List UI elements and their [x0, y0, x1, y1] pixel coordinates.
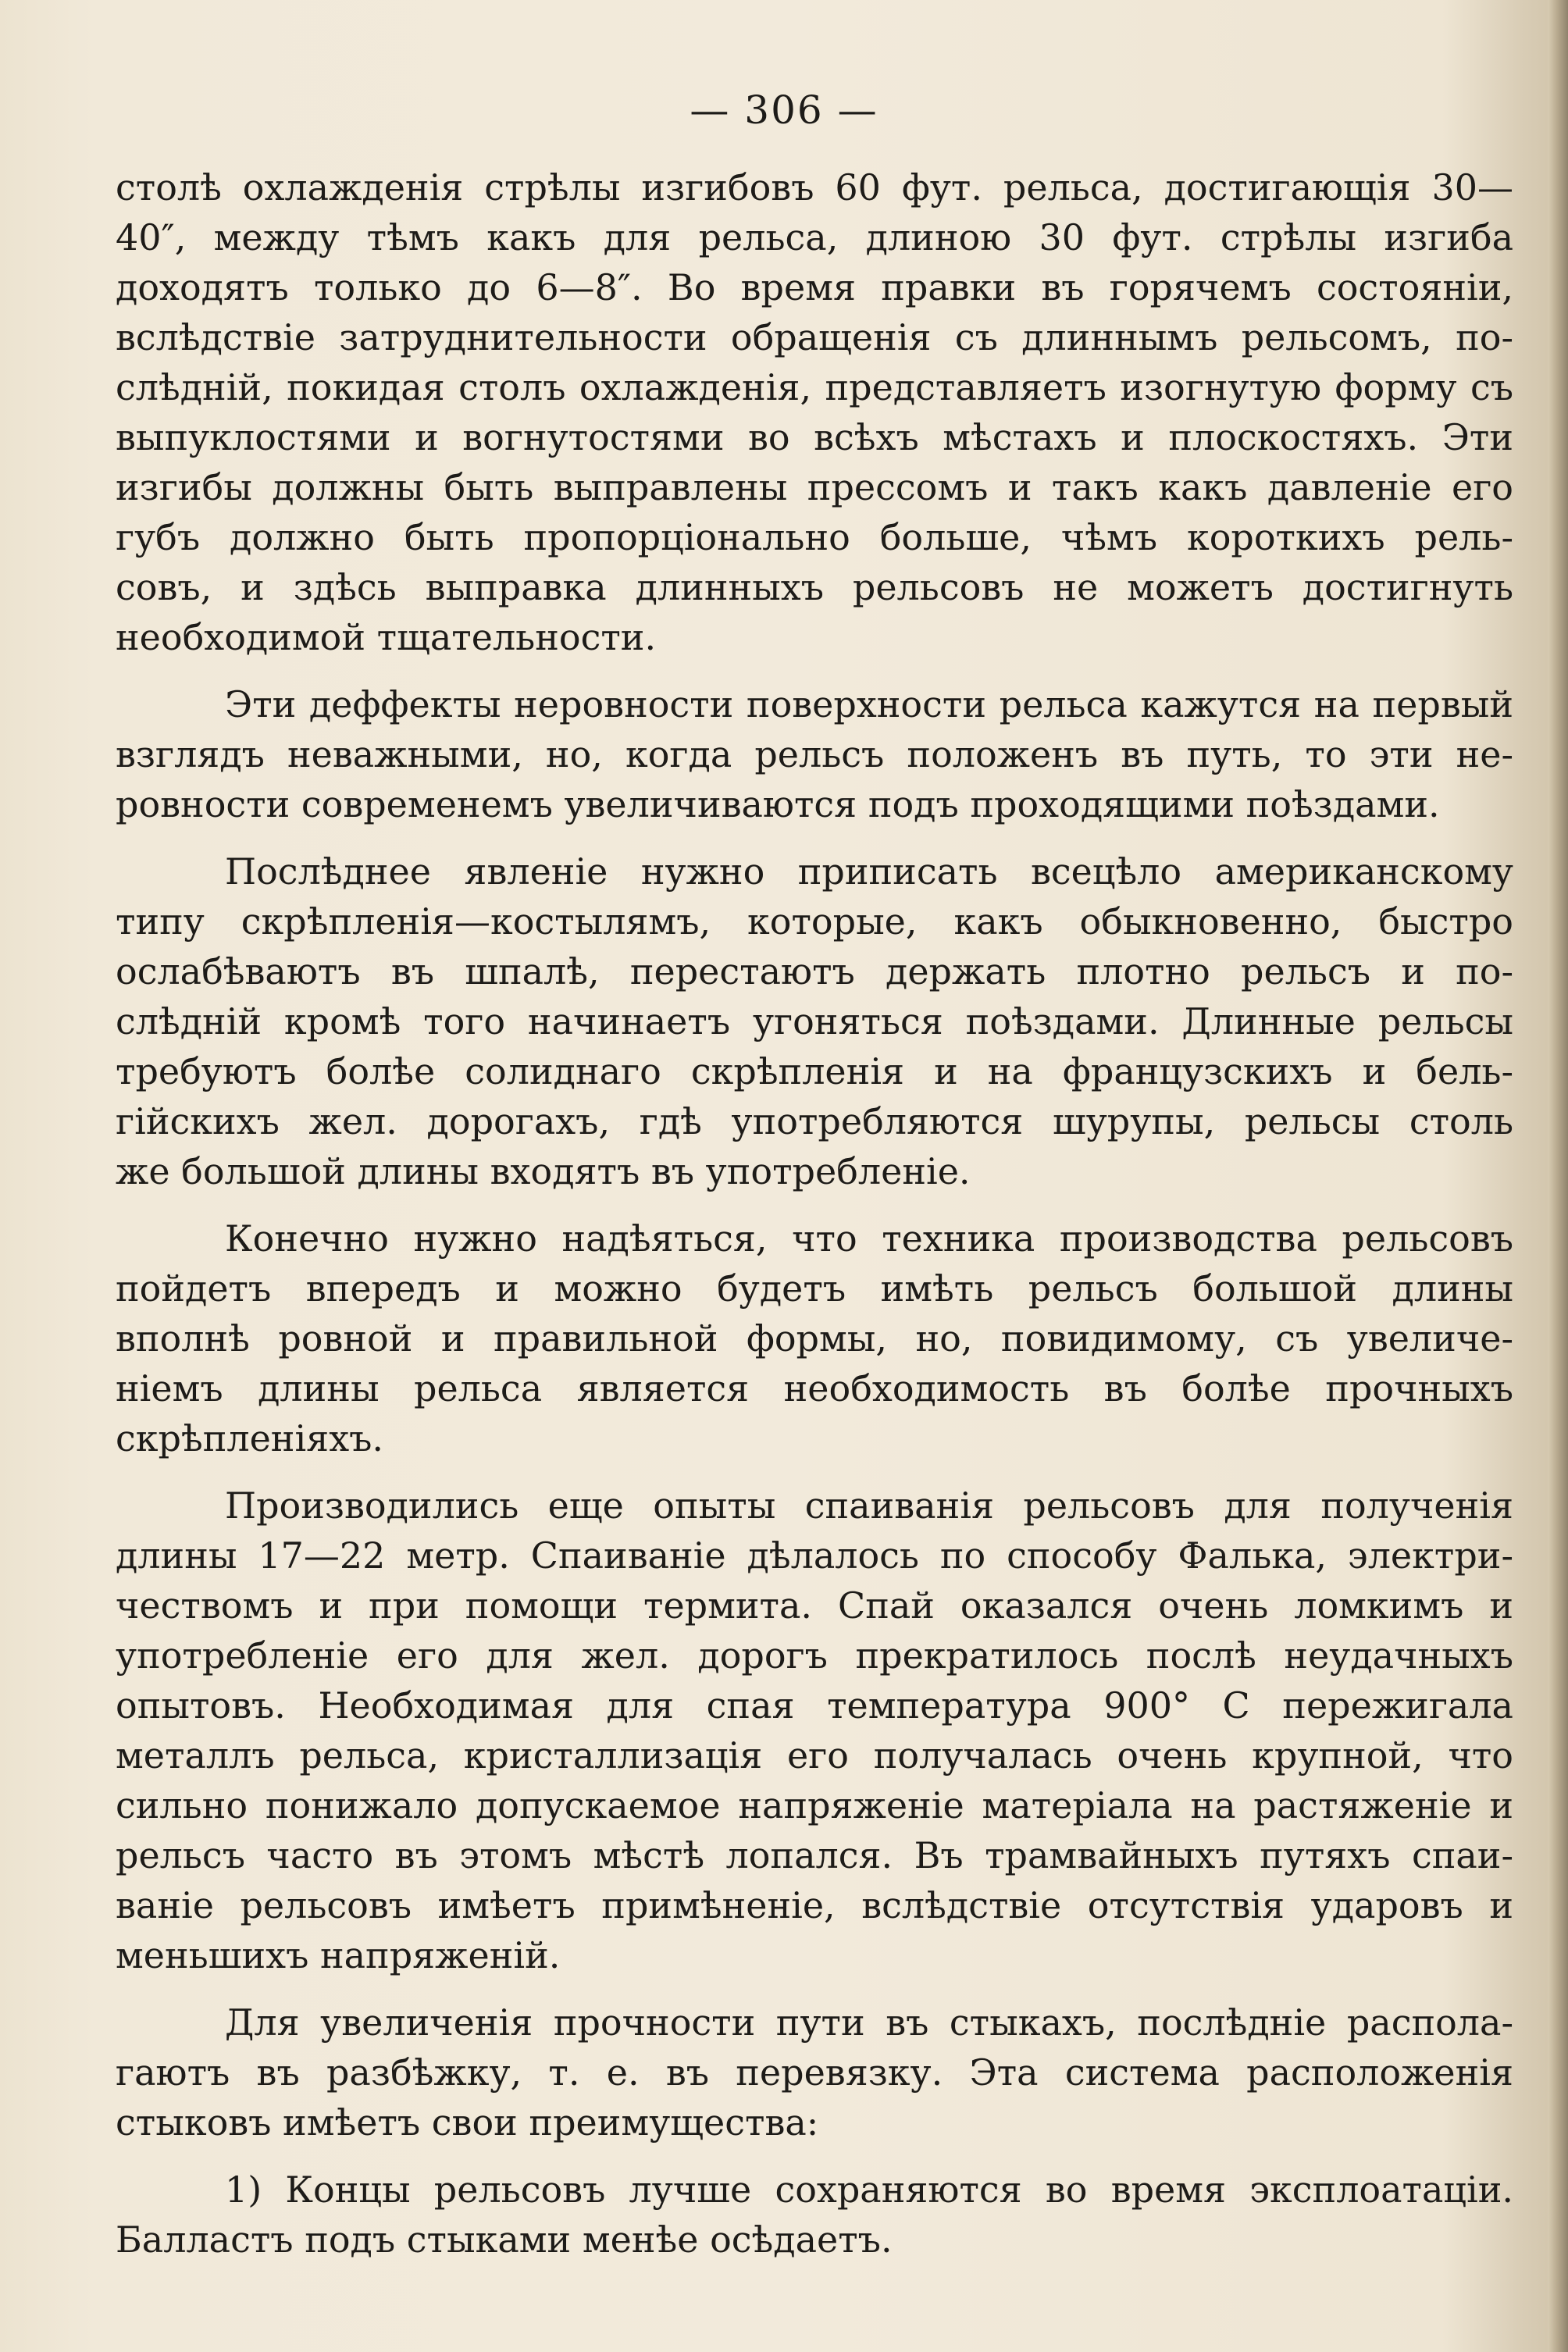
text-line: слѣдній, покидая столъ охлажденія, представляетъ изогнутую форму съ — [116, 366, 1513, 408]
text-line: 1) Концы рельсовъ лучше сохраняются во время эксплоатаціи. — [225, 2168, 1513, 2211]
text-line: Балластъ подъ стыками менѣе осѣдаетъ. — [116, 2218, 893, 2261]
text-line: употребленіе его для жел. дорогъ прекратилось послѣ неудачныхъ — [116, 1634, 1513, 1677]
text-line: вполнѣ ровной и правильной формы, но, повидимому, съ увеличе- — [116, 1317, 1513, 1360]
text-line: Для увеличенія прочности пути въ стыкахъ, послѣдніе распола- — [225, 2001, 1513, 2044]
text-line: же большой длины входятъ въ употребленіе. — [116, 1150, 971, 1192]
paragraph-7 — [116, 2165, 1513, 2265]
page-edge-shadow — [1548, 0, 1568, 2352]
page-number: — 306 — — [690, 87, 878, 133]
text-line: выпуклостями и вогнутостями во всѣхъ мѣстахъ и плоскостяхъ. Эти — [116, 416, 1513, 458]
paragraph-2 — [116, 679, 1513, 829]
text-line: длины 17—22 метр. Спаиваніе дѣлалось по способу Фалька, электри- — [116, 1534, 1513, 1577]
text-line: ніемъ длины рельса является необходимость въ болѣе прочныхъ — [116, 1367, 1513, 1409]
text-line: совъ, и здѣсь выправка длинныхъ рельсовъ не можетъ достигнуть — [116, 566, 1513, 608]
text-line: губъ должно быть пропорціонально больше, чѣмъ короткихъ рель- — [116, 516, 1513, 558]
text-line: опытовъ. Необходимая для спая температура 900° C пережигала — [116, 1684, 1513, 1727]
text-line: ваніе рельсовъ имѣетъ примѣненіе, вслѣдствіе отсутствія ударовъ и — [116, 1884, 1513, 1926]
text-line: Конечно нужно надѣяться, что техника производства рельсовъ — [225, 1217, 1513, 1260]
text-line: типу скрѣпленія—костылямъ, которые, какъ обыкновенно, быстро — [116, 900, 1513, 943]
text-line: ослабѣваютъ въ шпалѣ, перестаютъ держать плотно рельсъ и по- — [116, 950, 1513, 992]
paragraph-6 — [116, 1997, 1513, 2147]
text-line: слѣдній кромѣ того начинаетъ угоняться поѣздами. Длинные рельсы — [116, 1000, 1513, 1042]
text-line: требуютъ болѣе солиднаго скрѣпленія и на французскихъ и бель- — [116, 1050, 1513, 1092]
text-line: 40″, между тѣмъ какъ для рельса, длиною 30 фут. стрѣлы изгиба — [116, 216, 1513, 258]
paragraph-5 — [116, 1481, 1513, 1980]
text-line: Эти деффекты неровности поверхности рельса кажутся на первый — [225, 683, 1513, 725]
text-line: стыковъ имѣетъ свои преимущества: — [116, 2101, 819, 2144]
text-line: взглядъ неважными, но, когда рельсъ положенъ въ путь, то эти не- — [116, 733, 1513, 775]
text-line: изгибы должны быть выправлены прессомъ и такъ какъ давленіе его — [116, 466, 1513, 508]
text-line: пойдетъ впередъ и можно будетъ имѣть рельсъ большой длины — [116, 1267, 1513, 1310]
text-line: скрѣпленіяхъ. — [116, 1417, 384, 1459]
text-line: вслѣдствіе затруднительности обращенія съ длиннымъ рельсомъ, по- — [116, 316, 1513, 358]
text-line: чествомъ и при помощи термита. Спай оказался очень ломкимъ и — [116, 1584, 1513, 1627]
body-text — [116, 162, 1513, 2265]
text-line: Производились еще опыты спаиванія рельсовъ для полученія — [225, 1484, 1513, 1527]
paragraph-1 — [116, 162, 1513, 662]
text-line: столѣ охлажденія стрѣлы изгибовъ 60 фут. рельса, достигающія 30— — [116, 166, 1513, 208]
text-line: необходимой тщательности. — [116, 616, 657, 658]
text-line: гаютъ въ разбѣжку, т. е. въ перевязку. Эта система расположенія — [116, 2051, 1513, 2094]
text-line: меньшихъ напряженій. — [116, 1934, 561, 1976]
text-line: гійскихъ жел. дорогахъ, гдѣ употребляются шурупы, рельсы столь — [116, 1100, 1513, 1142]
text-line: сильно понижало допускаемое напряженіе матеріала на растяженіе и — [116, 1784, 1513, 1826]
paragraph-4 — [116, 1213, 1513, 1463]
text-line: Послѣднее явленіе нужно приписать всецѣло американскому — [225, 850, 1513, 893]
text-line: рельсъ часто въ этомъ мѣстѣ лопался. Въ трамвайныхъ путяхъ спаи- — [116, 1834, 1513, 1876]
text-line: доходятъ только до 6—8″. Во время правки въ горячемъ состояніи, — [116, 266, 1513, 308]
text-line: металлъ рельса, кристаллизація его получалась очень крупной, что — [116, 1734, 1513, 1776]
text-line: ровности современемъ увеличиваются подъ проходящими поѣздами. — [116, 783, 1440, 825]
paragraph-3 — [116, 846, 1513, 1196]
